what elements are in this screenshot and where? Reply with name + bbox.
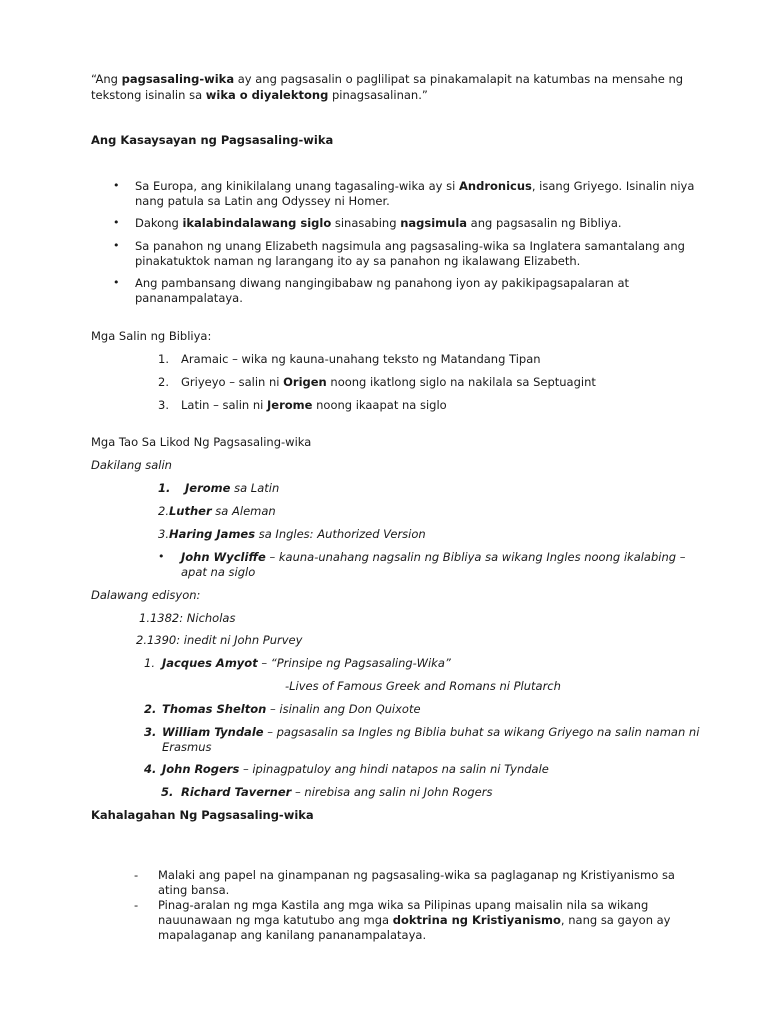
bullet-symbol: • <box>113 216 120 229</box>
dash-symbol: - <box>134 868 139 882</box>
list-item: Jacques Amyot – “Prinsipe ng Pagsasaling-Wika” <box>162 656 451 670</box>
list-item: Aramaic – wika ng kauna-unahang teksto ng Matandang Tipan <box>181 352 541 366</box>
list-item-cont: Erasmus <box>162 740 212 754</box>
list-item-cont: ating bansa. <box>158 883 230 897</box>
section-title-salin: Mga Salin ng Bibliya: <box>91 329 212 343</box>
subsection-title-dakilang-salin: Dakilang salin <box>91 458 172 472</box>
list-number: 1. <box>158 352 169 366</box>
definition-quote-line2: tekstong isinalin sa wika o diyalektong pinagsasalinan.” <box>91 88 428 102</box>
list-item: Sa Europa, ang kinikilalang unang tagasaling-wika ay si Andronicus, isang Griyego. Isinalin niya <box>135 179 695 193</box>
list-item: Sa panahon ng unang Elizabeth nagsimula ang pagsasaling-wika sa Inglatera samantalang ang <box>135 239 685 253</box>
list-item-cont: -Lives of Famous Greek and Romans ni Plutarch <box>285 679 561 693</box>
list-item: 2.Luther sa Aleman <box>158 504 276 518</box>
list-item-cont: nauunawaan ng mga katutubo ang mga doktrina ng Kristiyanismo, nang sa gayon ay <box>158 913 671 927</box>
list-item-cont: pinakatuktok naman ng larangang ito ay sa panahon ng ikalawang Elizabeth. <box>135 254 581 268</box>
list-item: Dakong ikalabindalawang siglo sinasabing nagsimula ang pagsasalin ng Bibliya. <box>135 216 622 230</box>
list-number: 3. <box>158 398 169 412</box>
list-item: Ang pambansang diwang nangingibabaw ng panahong iyon ay pakikipagsapalaran at <box>135 276 630 290</box>
edition-item: 2.1390: inedit ni John Purvey <box>136 633 303 647</box>
subsection-title-edisyon: Dalawang edisyon: <box>91 588 201 602</box>
list-item-cont: mapalaganap ang kanilang pananampalataya. <box>158 928 427 942</box>
bullet-symbol: • <box>158 550 165 563</box>
list-number: 3. <box>144 725 157 739</box>
list-item-cont: nang patula sa Latin ang Odyssey ni Homer. <box>135 194 390 208</box>
dash-symbol: - <box>134 898 139 912</box>
definition-quote-line1: “Ang pagsasaling-wika ay ang pagsasalin o paglilipat sa pinakamalapit na katumbas na mensahe ng <box>91 72 684 86</box>
list-item: Pinag-aralan ng mga Kastila ang mga wika sa Pilipinas upang maisalin nila sa wikang <box>158 898 649 912</box>
list-item: 3.Haring James sa Ingles: Authorized Version <box>158 527 426 541</box>
section-title-tao: Mga Tao Sa Likod Ng Pagsasaling-wika <box>91 435 312 449</box>
list-item: 1. Jerome sa Latin <box>158 481 280 495</box>
list-number: 2. <box>158 375 169 389</box>
list-item: Latin – salin ni Jerome noong ikaapat na siglo <box>181 398 447 412</box>
list-item-cont: pananampalataya. <box>135 291 243 305</box>
section-title-kahalagahan: Kahalagahan Ng Pagsasaling-wika <box>91 808 314 822</box>
bullet-symbol: • <box>113 239 120 252</box>
list-item: Thomas Shelton – isinalin ang Don Quixote <box>162 702 421 716</box>
section-title-kasaysayan: Ang Kasaysayan ng Pagsasaling-wika <box>91 133 334 147</box>
list-item-cont: apat na siglo <box>181 565 256 579</box>
list-number: 4. <box>144 762 157 776</box>
list-item: Griyeyo – salin ni Origen noong ikatlong siglo na nakilala sa Septuagint <box>181 375 596 389</box>
list-number: 5. <box>161 785 174 799</box>
list-number: 2. <box>144 702 157 716</box>
list-item: John Wycliffe – kauna-unahang nagsalin ng Bibliya sa wikang Ingles noong ikalabing – <box>181 550 686 564</box>
edition-item: 1.1382: Nicholas <box>139 611 236 625</box>
list-item: Richard Taverner – nirebisa ang salin ni John Rogers <box>181 785 493 799</box>
bullet-symbol: • <box>113 179 120 192</box>
list-item: William Tyndale – pagsasalin sa Ingles ng Biblia buhat sa wikang Griyego na salin naman ni <box>162 725 700 739</box>
list-item: Malaki ang papel na ginampanan ng pagsasaling-wika sa paglaganap ng Kristiyanismo sa <box>158 868 675 882</box>
list-item: John Rogers – ipinagpatuloy ang hindi natapos na salin ni Tyndale <box>162 762 549 776</box>
bullet-symbol: • <box>113 276 120 289</box>
list-number: 1. <box>144 656 155 670</box>
